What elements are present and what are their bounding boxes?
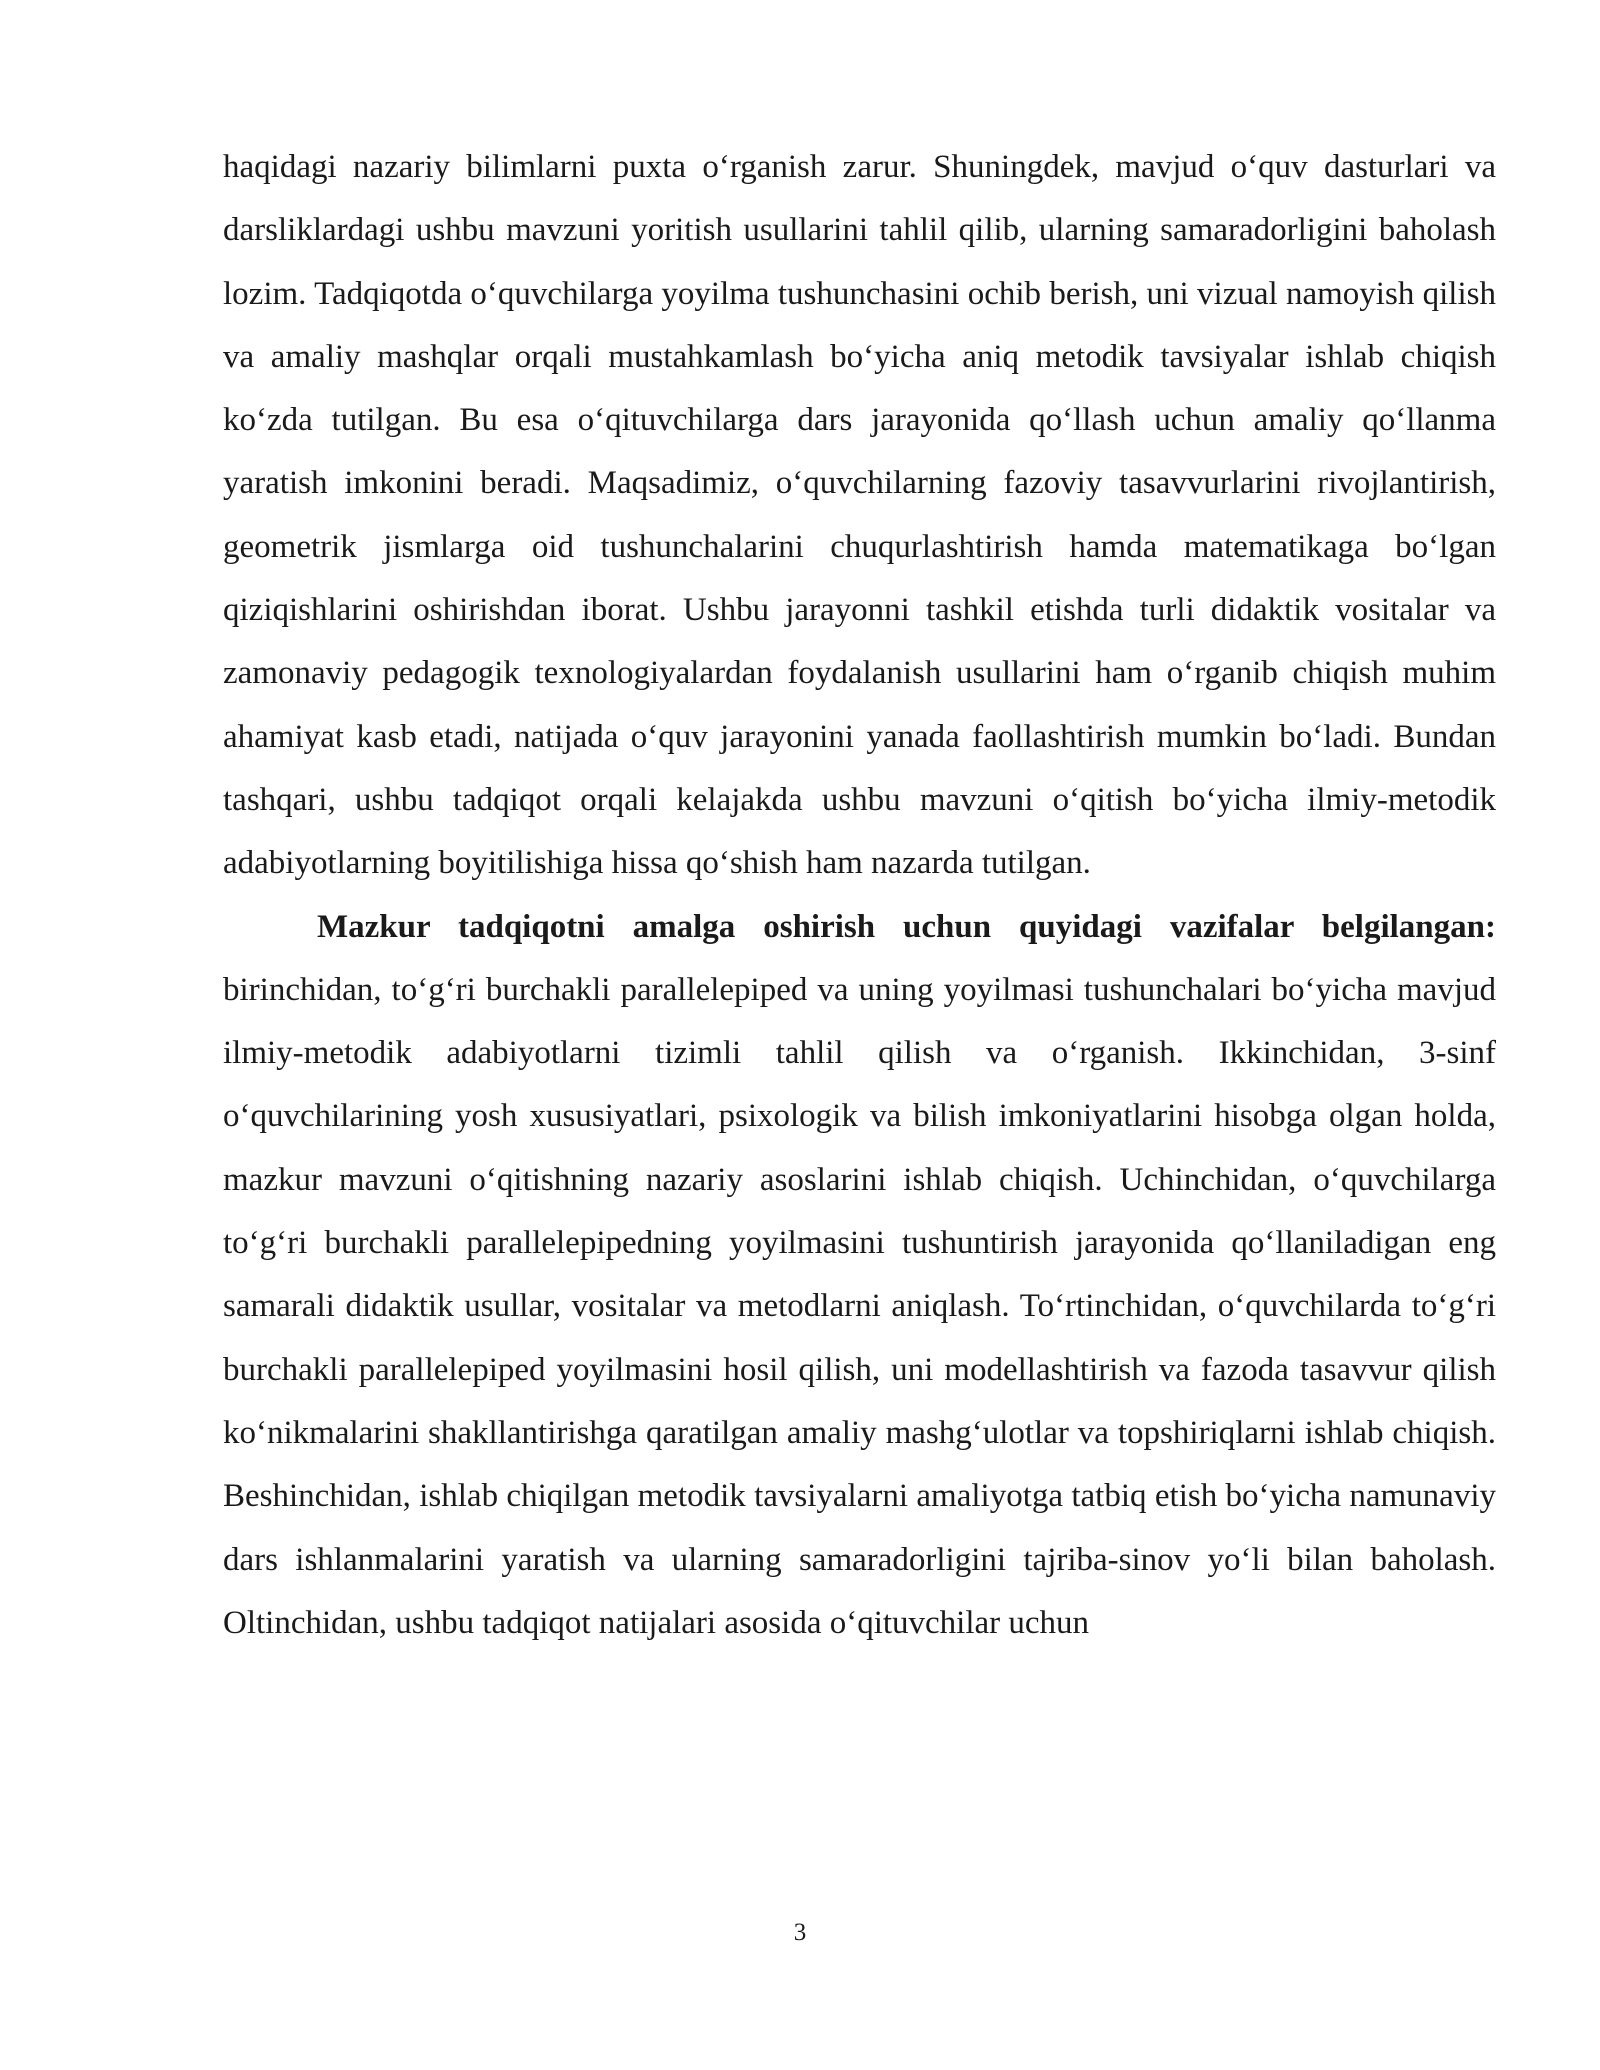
paragraph-continuation: haqidagi nazariy bilimlarni puxta oʻrganish zarur. Shuningdek, mavjud oʻquv dasturlari va darsliklardagi ushbu mavzuni yoritish usullarini tahlil qilib, ularning samaradorligini baholash lozim. Tadqiqotda oʻquvchilarga yoyilma tushunchasini ochib berish, uni vizual namoyish qilish va amaliy mashqlar orqali mustahkamlash boʻyicha aniq metodik tavsiyalar ishlab chiqish koʻzda tutilgan. Bu esa oʻqituvchilarga dars jarayonida qoʻllash uchun amaliy qoʻllanma yaratish imkonini beradi. Maqsadimiz, oʻquvchilarning fazoviy tasavvurlarini rivojlantirish, geometrik jismlarga oid tushunchalarini chuqurlashtirish hamda matematikaga boʻlgan qiziqishlarini oshirishdan iborat. Ushbu jarayonni tashkil etishda turli didaktik vositalar va zamonaviy pedagogik texnologiyalardan foydalanish usullarini ham oʻrganib chiqish muhim ahamiyat kasb etadi, natijada oʻquv jarayonini yanada faollashtirish mumkin boʻladi. Bundan tashqari, ushbu tadqiqot orqali kelajakda ushbu mavzuni oʻqitish boʻyicha ilmiy-metodik adabiyotlarning boyitilishiga hissa qoʻshish ham nazarda tutilgan.	[223, 149, 1496, 882]
body-text	[223, 136, 1496, 1655]
page-number: 3	[793, 1919, 807, 1946]
paragraph-tasks	[223, 896, 1496, 1656]
tasks-text: birinchidan, toʻgʻri burchakli parallelepiped va uning yoyilmasi tushunchalari boʻyicha mavjud ilmiy-metodik adabiyotlarni tizimli tahlil qilish va oʻrganish. Ikkinchidan, 3-sinf oʻquvchilarining yosh xususiyatlari, psixologik va bilish imkoniyatlarini hisobga olgan holda, mazkur mavzuni oʻqitishning nazariy asoslarini ishlab chiqish. Uchinchidan, oʻquvchilarga toʻgʻri burchakli parallelepipedning yoyilmasini tushuntirish jarayonida qoʻllaniladigan eng samarali didaktik usullar, vositalar va metodlarni aniqlash. Toʻrtinchidan, oʻquvchilarda toʻgʻri burchakli parallelepiped yoyilmasini hosil qilish, uni modellashtirish va fazoda tasavvur qilish koʻnikmalarini shakllantirishga qaratilgan amaliy mashgʻulotlar va topshiriqlarni ishlab chiqish. Beshinchidan, ishlab chiqilgan metodik tavsiyalarni amaliyotga tatbiq etish boʻyicha namunaviy dars ishlanmalarini yaratish va ularning samaradorligini tajriba-sinov yoʻli bilan baholash. Oltinchidan, ushbu tadqiqot natijalari asosida oʻqituvchilar uchun	[223, 971, 1496, 1641]
tasks-heading: Mazkur tadqiqotni amalga oshirish uchun quyidagi vazifalar belgilangan:	[317, 908, 1496, 945]
